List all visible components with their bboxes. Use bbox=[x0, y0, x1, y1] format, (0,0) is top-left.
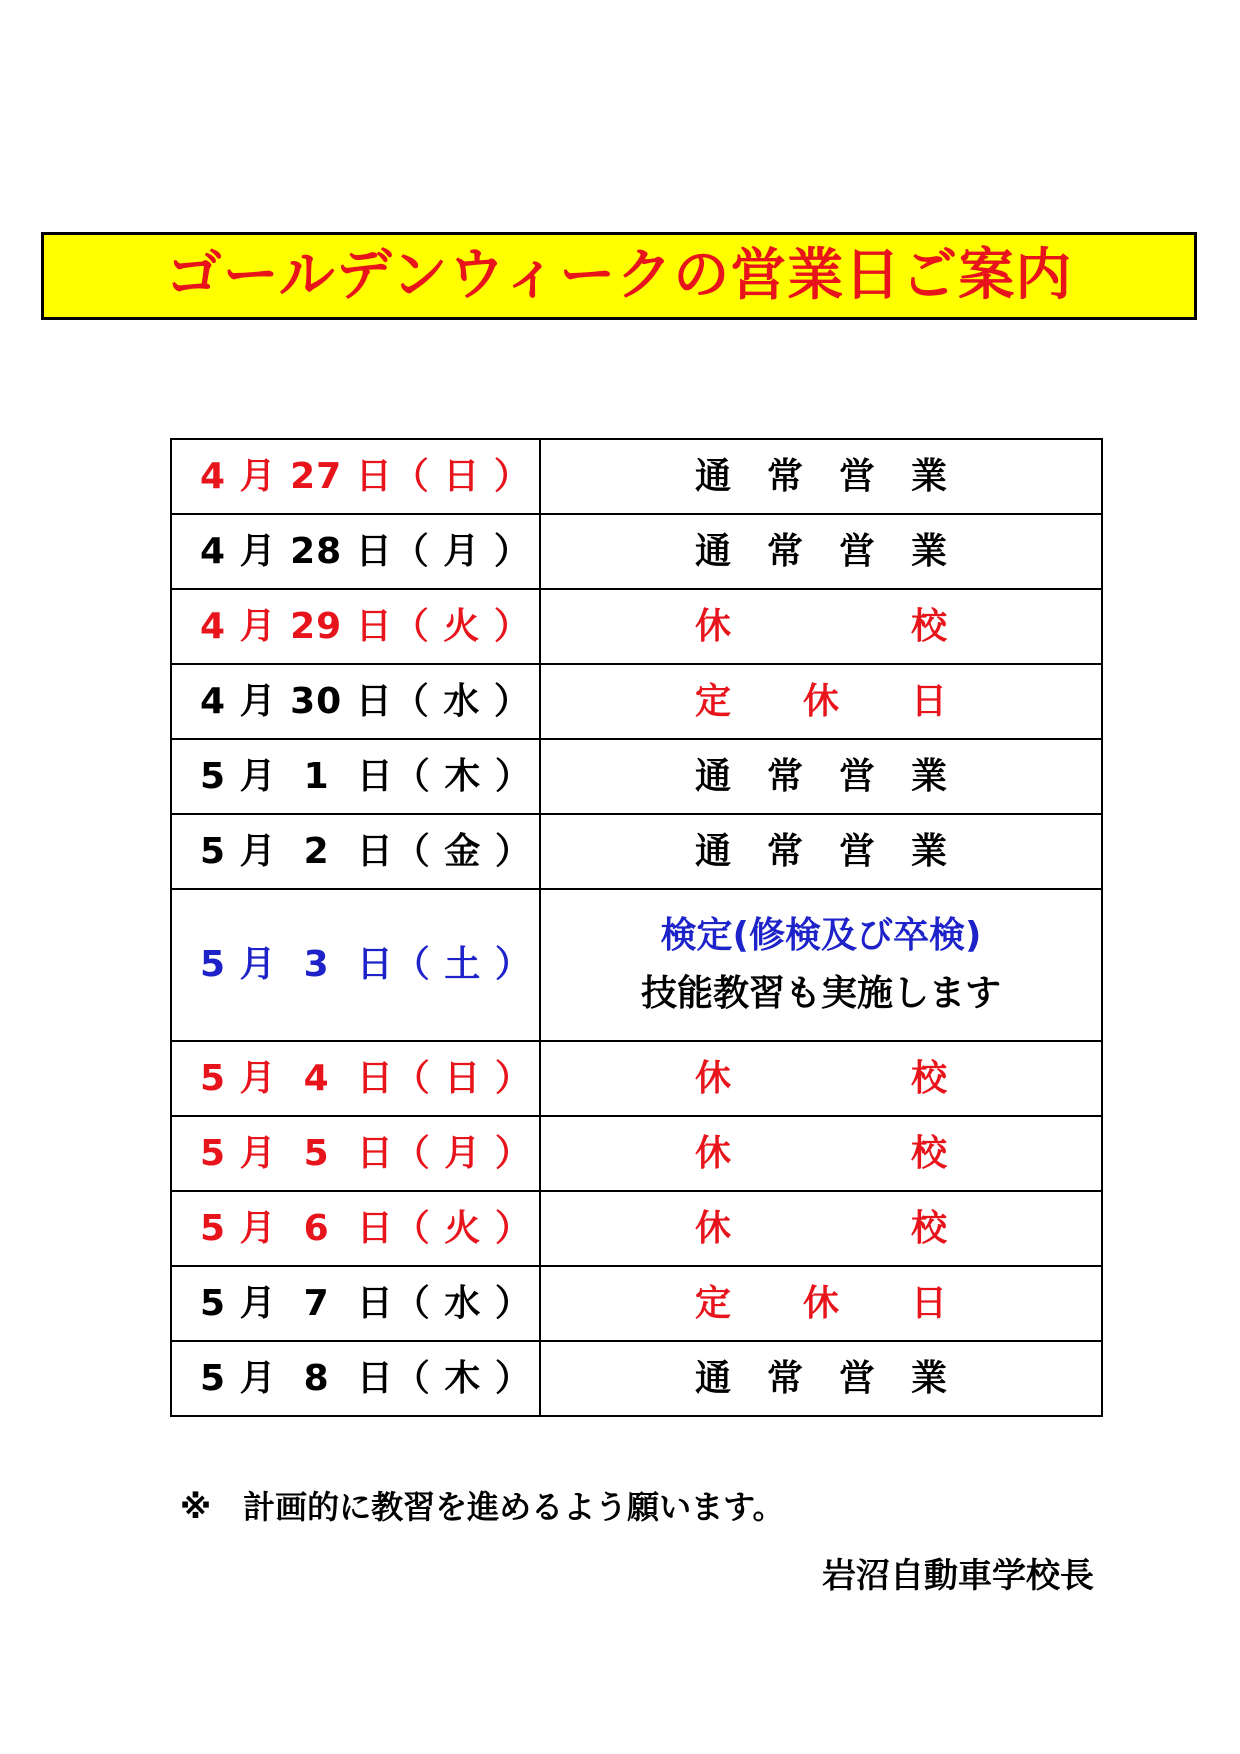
schedule-status: 通 常 営 業 bbox=[694, 830, 947, 872]
schedule-date: 5 月 5 日（ 月 ） bbox=[171, 1116, 540, 1191]
schedule-status: 通 常 営 業 bbox=[694, 755, 947, 797]
schedule-status: 休 校 bbox=[694, 1132, 947, 1174]
schedule-table-body bbox=[171, 439, 1102, 1416]
schedule-status: 通 常 営 業 bbox=[694, 455, 947, 497]
schedule-date: 4 月 27 日（ 日 ） bbox=[171, 439, 540, 514]
schedule-status: 定 休 日 bbox=[694, 1282, 947, 1324]
schedule-status: 休 校 bbox=[694, 605, 947, 647]
page-title: ゴールデンウィークの営業日ご案内 bbox=[165, 243, 1073, 308]
schedule-row bbox=[171, 439, 1102, 514]
schedule-date: 4 月 29 日（ 火 ） bbox=[171, 589, 540, 664]
schedule-status-cell bbox=[540, 1041, 1102, 1116]
schedule-date: 5 月 1 日（ 木 ） bbox=[171, 739, 540, 814]
schedule-date: 4 月 28 日（ 月 ） bbox=[171, 514, 540, 589]
schedule-status-cell bbox=[540, 814, 1102, 889]
schedule-status-cell bbox=[540, 889, 1102, 1041]
schedule-date: 5 月 2 日（ 金 ） bbox=[171, 814, 540, 889]
schedule-row bbox=[171, 889, 1102, 1041]
schedule-status: 通 常 営 業 bbox=[694, 530, 947, 572]
schedule-status-lines bbox=[541, 915, 1101, 1014]
schedule-row bbox=[171, 739, 1102, 814]
schedule-row bbox=[171, 664, 1102, 739]
schedule-date: 5 月 8 日（ 木 ） bbox=[171, 1341, 540, 1416]
schedule-status-cell bbox=[540, 739, 1102, 814]
schedule-date: 5 月 3 日（ 土 ） bbox=[171, 889, 540, 1041]
schedule-date: 5 月 4 日（ 日 ） bbox=[171, 1041, 540, 1116]
schedule-row bbox=[171, 1341, 1102, 1416]
schedule-status-cell bbox=[540, 664, 1102, 739]
note-text: ※ 計画的に教習を進めるよう願います。 bbox=[180, 1488, 785, 1526]
signature: 岩沼自動車学校長 bbox=[822, 1556, 1094, 1596]
schedule-row bbox=[171, 1116, 1102, 1191]
schedule-status: 通 常 営 業 bbox=[694, 1357, 947, 1399]
schedule-status: 休 校 bbox=[694, 1057, 947, 1099]
schedule-status-cell bbox=[540, 1191, 1102, 1266]
schedule-status-cell bbox=[540, 1266, 1102, 1341]
schedule-row bbox=[171, 814, 1102, 889]
schedule-status-cell bbox=[540, 1341, 1102, 1416]
schedule-table bbox=[170, 438, 1103, 1417]
schedule-status: 定 休 日 bbox=[694, 680, 947, 722]
schedule-status-line2: 技能教習も実施します bbox=[640, 973, 1001, 1014]
schedule-row bbox=[171, 589, 1102, 664]
schedule-status: 検定(修検及び卒検) bbox=[660, 915, 982, 956]
schedule-status-cell bbox=[540, 514, 1102, 589]
schedule-row bbox=[171, 1266, 1102, 1341]
schedule-status-cell bbox=[540, 439, 1102, 514]
schedule-date: 4 月 30 日（ 水 ） bbox=[171, 664, 540, 739]
title-banner bbox=[41, 232, 1197, 320]
schedule-date: 5 月 7 日（ 水 ） bbox=[171, 1266, 540, 1341]
schedule-status: 休 校 bbox=[694, 1207, 947, 1249]
schedule-date: 5 月 6 日（ 火 ） bbox=[171, 1191, 540, 1266]
schedule-status-cell bbox=[540, 1116, 1102, 1191]
schedule-row bbox=[171, 514, 1102, 589]
schedule-row bbox=[171, 1191, 1102, 1266]
schedule-status-cell bbox=[540, 589, 1102, 664]
schedule-row bbox=[171, 1041, 1102, 1116]
